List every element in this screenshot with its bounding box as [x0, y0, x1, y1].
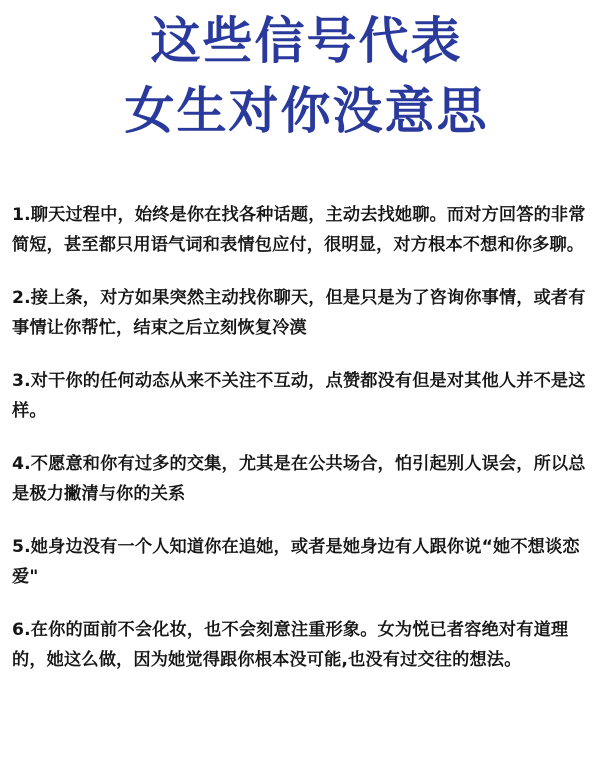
- list-item: 3.对干你的任何动态从来不关注不互动，点赞都没有但是对其他人并不是这样。: [12, 371, 586, 421]
- list-item: 5.她身边没有一个人知道你在追她，或者是她身边有人跟你说“她不想谈恋爱": [12, 537, 580, 587]
- signal-list: [12, 200, 602, 675]
- title-line-2: 女生对你没意思: [124, 82, 489, 140]
- list-item: 4.不愿意和你有过多的交集，尤其是在公共场合，怕引起别人误会，所以总是极力撇清与你的关系: [12, 454, 586, 504]
- title-line-1: 这些信号代表: [150, 12, 463, 70]
- list-item: 6.在你的面前不会化妆，也不会刻意注重形象。女为悦已者容绝对有道理的，她这么做，因为她觉得跟你根本没可能,也没有过交往的想法。: [12, 620, 569, 670]
- list-item: 1.聊天过程中，始终是你在找各种话题，主动去找她聊。而对方回答的非常简短，甚至都只用语气词和表情包应付，很明显，对方根本不想和你多聊。: [12, 205, 586, 255]
- list-item: 2.接上条，对方如果突然主动找你聊天，但是只是为了咨询你事情，或者有事情让你帮忙，结束之后立刻恢复冷漠: [12, 288, 586, 338]
- title-block: [0, 6, 613, 146]
